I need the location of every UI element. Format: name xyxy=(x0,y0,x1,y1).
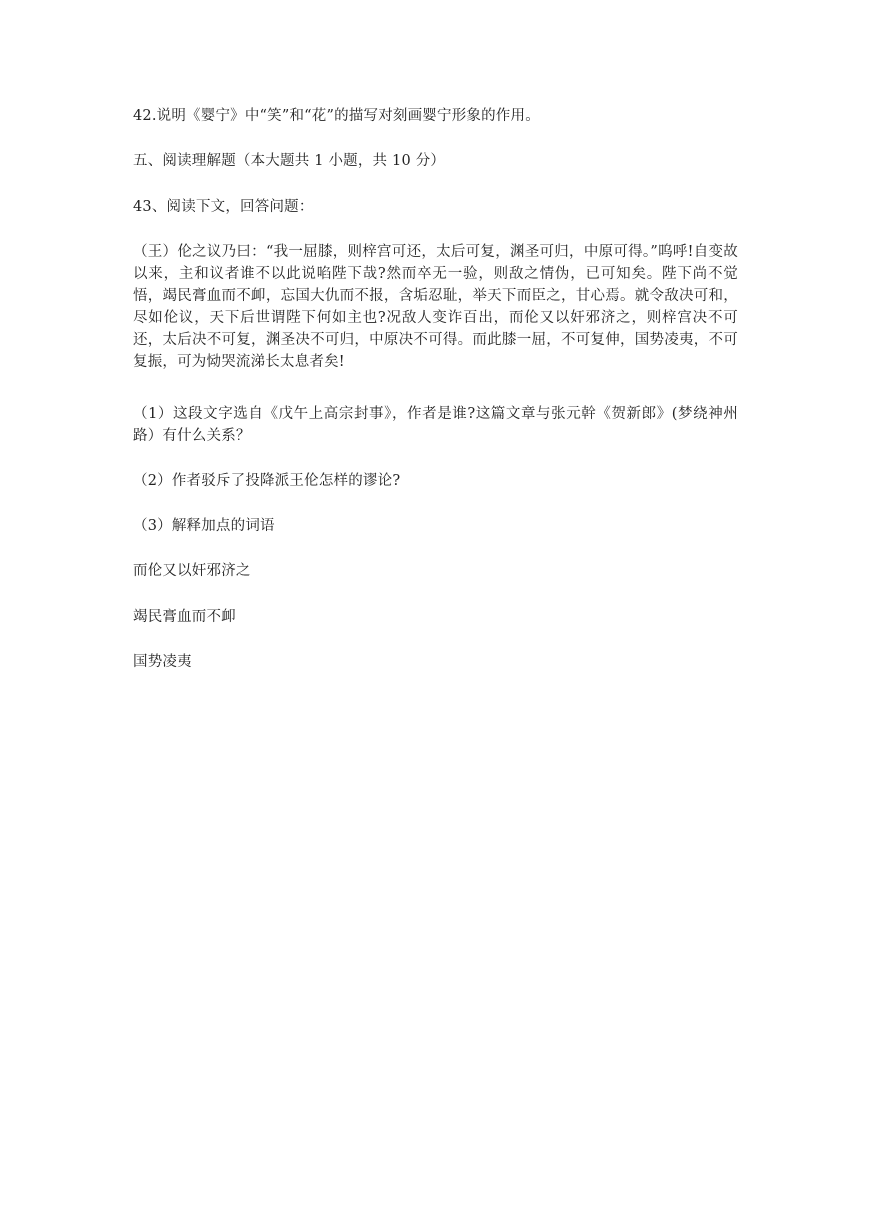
reading-passage: （王）伦之议乃曰：“我一屈膝，则梓宫可还，太后可复，渊圣可归，中原可得。”呜呼!自变故以来，主和议者谁不以此说啗陛下哉?然而卒无一验，则敌之情伪，已可知矣。陛下尚不觉悟，竭民膏血而不卹，忘国大仇而不报，含垢忍耻，举天下而臣之，甘心焉。就令敌决可和，尽如伦议，天下后世谓陛下何如主也?况敌人变诈百出，而伦又以奸邪济之，则梓宫决不可还，太后决不可复，渊圣决不可归，中原决不可得。而此膝一屈，不可复伸，国势凌夷，不可复振，可为恸哭流涕长太息者矣! xyxy=(133,244,738,370)
section-heading: 五、阅读理解题（本大题共 1 小题，共 10 分） xyxy=(133,153,446,169)
term-2: 竭民膏血而不卹 xyxy=(133,609,236,625)
sub-question-1: （1）这段文字选自《戊午上高宗封事》，作者是谁?这篇文章与张元幹《贺新郎》(梦绕神州路）有什么关系？ xyxy=(133,406,738,444)
sub-question-2: （2）作者驳斥了投降派王伦怎样的谬论? xyxy=(133,473,401,489)
question-43: 43、阅读下文，回答问题： xyxy=(133,199,314,215)
term-1: 而伦又以奸邪济之 xyxy=(133,563,251,579)
term-3: 国势凌夷 xyxy=(133,654,192,670)
question-42: 42.说明《婴宁》中“笑”和“花”的描写对刻画婴宁形象的作用。 xyxy=(133,108,540,124)
sub-question-3: （3）解释加点的词语 xyxy=(133,518,275,534)
